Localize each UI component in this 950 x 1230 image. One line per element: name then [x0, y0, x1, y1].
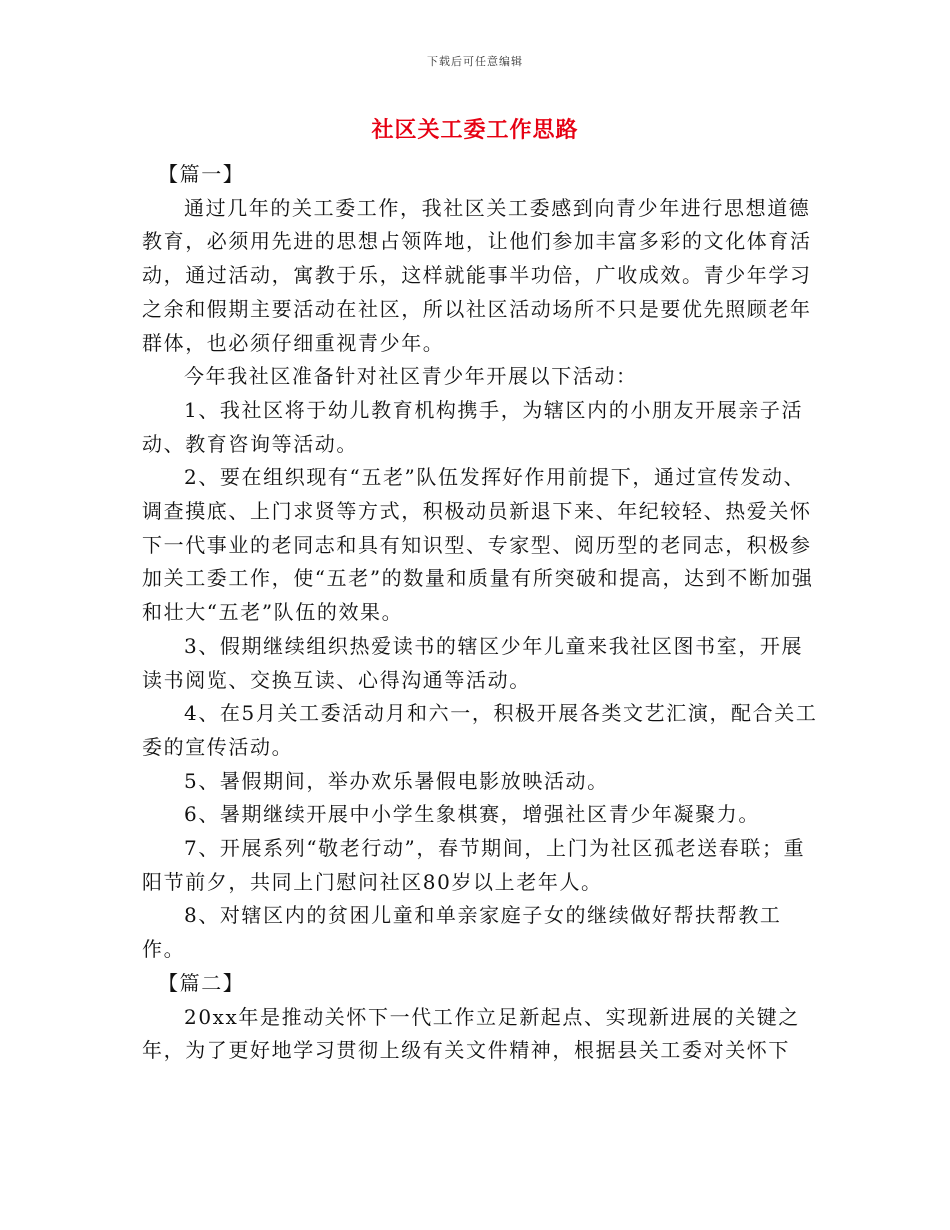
paragraph-plan-intro: 今年我社区准备针对社区青少年开展以下活动：	[184, 364, 638, 389]
section-heading-2: 【篇二】	[158, 970, 245, 995]
paragraph-item-5: 5、暑假期间，举办欢乐暑假电影放映活动。	[184, 768, 609, 793]
paragraph-item-3: 3、假期继续组织热爱读书的辖区少年儿童来我社区图书室，开展读书阅览、交换互读、心得沟通等活动。	[142, 633, 804, 692]
paragraph-item-8: 8、对辖区内的贫困儿童和单亲家庭子女的继续做好帮扶帮教工作。	[142, 903, 782, 962]
paragraph-item-4: 4、在5月关工委活动月和六一，积极开展各类文艺汇演，配合关工委的宣传活动。	[142, 701, 818, 759]
paragraph-item-2: 2、要在组织现有“五老”队伍发挥好作用前提下，通过宣传发动、调查摸底、上门求贤等方式，积极动员新退下来、年纪较轻、热爱关怀下一代事业的老同志和具有知识型、专家型、阅历型的老同志，积极参加关工委工作，使“五老”的数量和质量有所突破和提高，达到不断加强和壮大“五老”队伍的效果。	[142, 465, 814, 625]
paragraph-intro: 通过几年的关工委工作，我社区关工委感到向青少年进行思想道德教育，必须用先进的思想占领阵地，让他们参加丰富多彩的文化体育活动，通过活动，寓教于乐，这样就能事半功倍，广收成效。青少年学习之余和假期主要活动在社区，所以社区活动场所不只是要优先照顾老年群体，也必须仔细重视青少年。	[142, 195, 812, 355]
paragraph-section2-intro: 20xx年是推动关怀下一代工作立足新起点、实现新进展的关键之年，为了更好地学习贯彻上级有关文件精神，根据县关工委对关怀下	[142, 1004, 801, 1063]
page-header-note: 下载后可任意编辑	[427, 55, 523, 68]
section-heading-1: 【篇一】	[158, 162, 245, 186]
paragraph-item-7: 7、开展系列“敬老行动”，春节期间，上门为社区孤老送春联；重阳节前夕，共同上门慰问社区80岁以上老年人。	[142, 836, 806, 894]
document-title: 社区关工委工作思路	[371, 117, 579, 143]
document-body	[142, 158, 822, 1068]
paragraph-item-1: 1、我社区将于幼儿教育机构携手，为辖区内的小朋友开展亲子活动、教育咨询等活动。	[142, 397, 804, 456]
paragraph-item-6: 6、暑期继续开展中小学生象棋赛，增强社区青少年凝聚力。	[184, 802, 760, 827]
